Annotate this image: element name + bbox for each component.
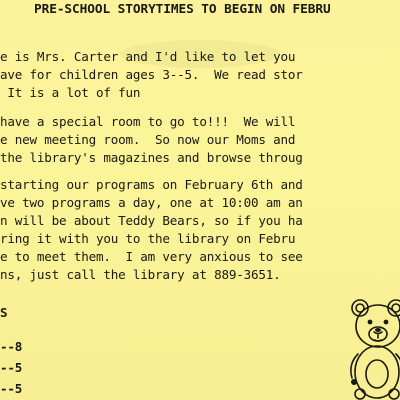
paragraph-2-line-3: the library's magazines and browse throug <box>0 150 303 165</box>
schedule-item-2: --5 <box>0 360 23 375</box>
schedule-item-3: --5 <box>0 381 23 396</box>
paragraph-3-line-5: e to meet them. I am very anxious to see <box>0 249 303 264</box>
teddy-bear-icon <box>346 296 400 400</box>
flyer-heading: PRE-SCHOOL STORYTIMES TO BEGIN ON FEBRU <box>34 2 331 17</box>
paragraph-3-line-4: ring it with you to the library on Febru <box>0 231 296 246</box>
paragraph-3-line-6: ns, just call the library at 889-3651. <box>0 267 281 282</box>
paragraph-3-line-3: n will be about Teddy Bears, so if you ha <box>0 213 303 228</box>
paragraph-3-line-1: starting our programs on February 6th and <box>0 177 303 192</box>
paragraph-2-line-2: e new meeting room. So now our Moms and <box>0 132 296 147</box>
paragraph-1-line-2: ave for children ages 3--5. We read stor <box>0 67 303 82</box>
schedule-heading: S <box>0 305 8 320</box>
paragraph-2-line-1: have a special room to go to!!! We will <box>0 114 296 129</box>
schedule-item-1: --8 <box>0 339 23 354</box>
paragraph-1-line-3: It is a lot of fun <box>0 85 141 100</box>
paragraph-3-line-2: ve two programs a day, one at 10:00 am an <box>0 195 303 210</box>
paragraph-1-line-1: e is Mrs. Carter and I'd like to let you <box>0 49 296 64</box>
